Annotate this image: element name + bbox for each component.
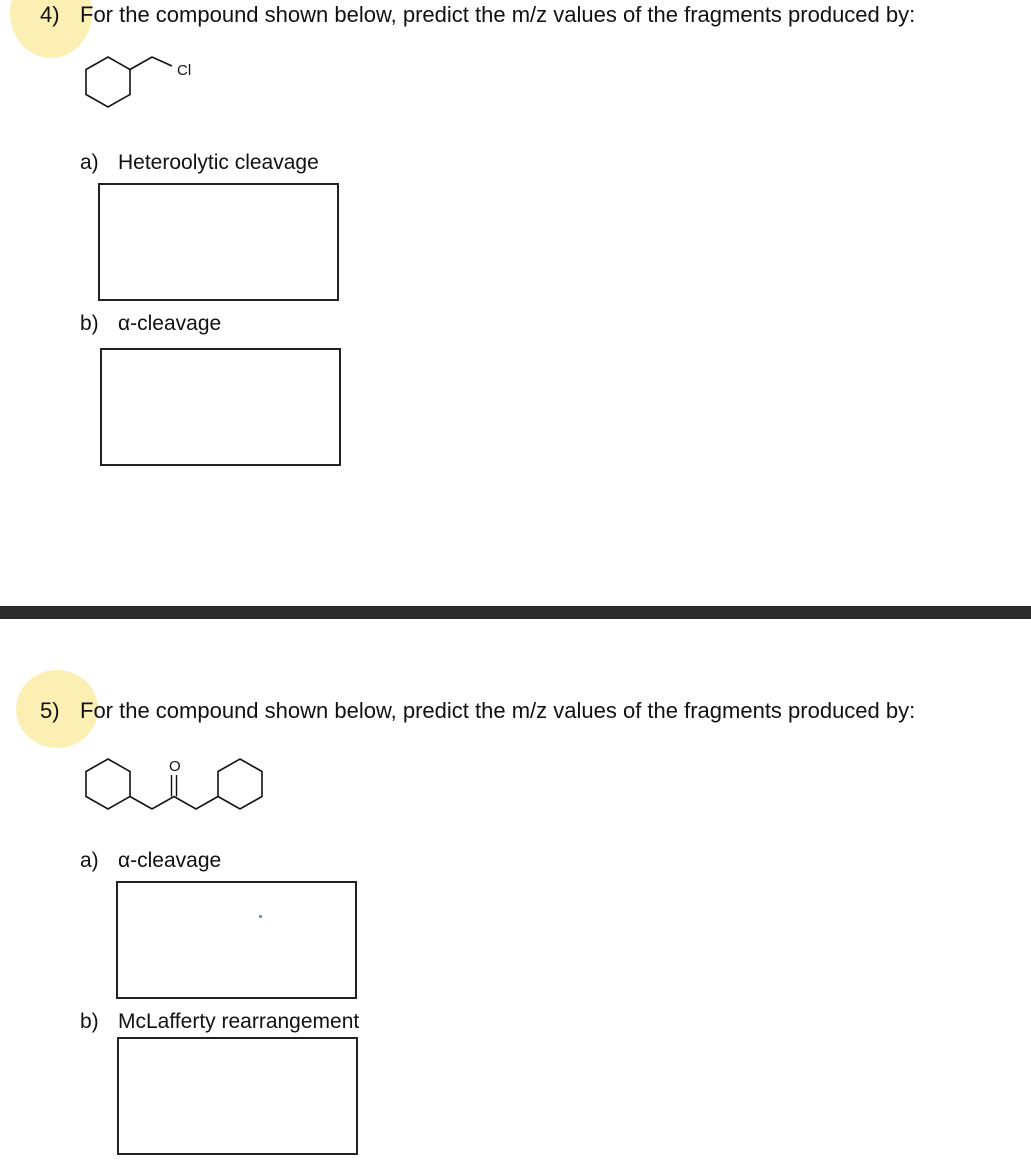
question-4b-letter: b) xyxy=(80,312,99,335)
cyclohexane-ring xyxy=(86,57,130,107)
question-5a-text: α-cleavage xyxy=(118,849,222,872)
question-5-text: For the compound shown below, predict the m/z values of the fragments produced by: xyxy=(80,698,916,723)
question-5b-answer-box[interactable] xyxy=(117,1037,358,1155)
question-4-text: For the compound shown below, predict the m/z values of the fragments produced by: xyxy=(80,2,916,27)
right-cyclohexane-ring xyxy=(218,759,262,809)
section-divider xyxy=(0,606,1031,619)
question-4b-answer-box[interactable] xyxy=(100,348,341,466)
question-5-number: 5) xyxy=(40,698,60,723)
question-4b-text: α-cleavage xyxy=(118,312,222,335)
question-4a-text: Heteroolytic cleavage xyxy=(118,151,319,174)
question-4a-label xyxy=(80,150,319,176)
question-4a-answer-box[interactable] xyxy=(98,183,339,301)
question-5b-label xyxy=(80,1009,359,1035)
question-5a-answer-box[interactable] xyxy=(116,881,357,999)
question-5a-label xyxy=(80,848,221,874)
chloromethylcyclohexane-structure xyxy=(80,52,220,122)
dicyclohexylacetone-structure xyxy=(80,752,305,822)
question-4a-letter: a) xyxy=(80,151,99,174)
left-cyclohexane-ring xyxy=(86,759,130,809)
stray-mark xyxy=(259,915,262,918)
chlorine-atom-label: Cl xyxy=(177,62,192,79)
question-5b-text: McLafferty rearrangement xyxy=(118,1010,360,1033)
question-5b-letter: b) xyxy=(80,1010,99,1033)
question-5a-letter: a) xyxy=(80,849,99,872)
question-4b-label xyxy=(80,311,221,337)
question-4-prompt xyxy=(40,2,915,28)
question-4-number: 4) xyxy=(40,2,60,27)
oxygen-atom-label: O xyxy=(169,758,181,775)
carbon-chain xyxy=(130,797,218,810)
question-5-prompt xyxy=(40,698,915,724)
ch2-bond xyxy=(130,57,172,70)
